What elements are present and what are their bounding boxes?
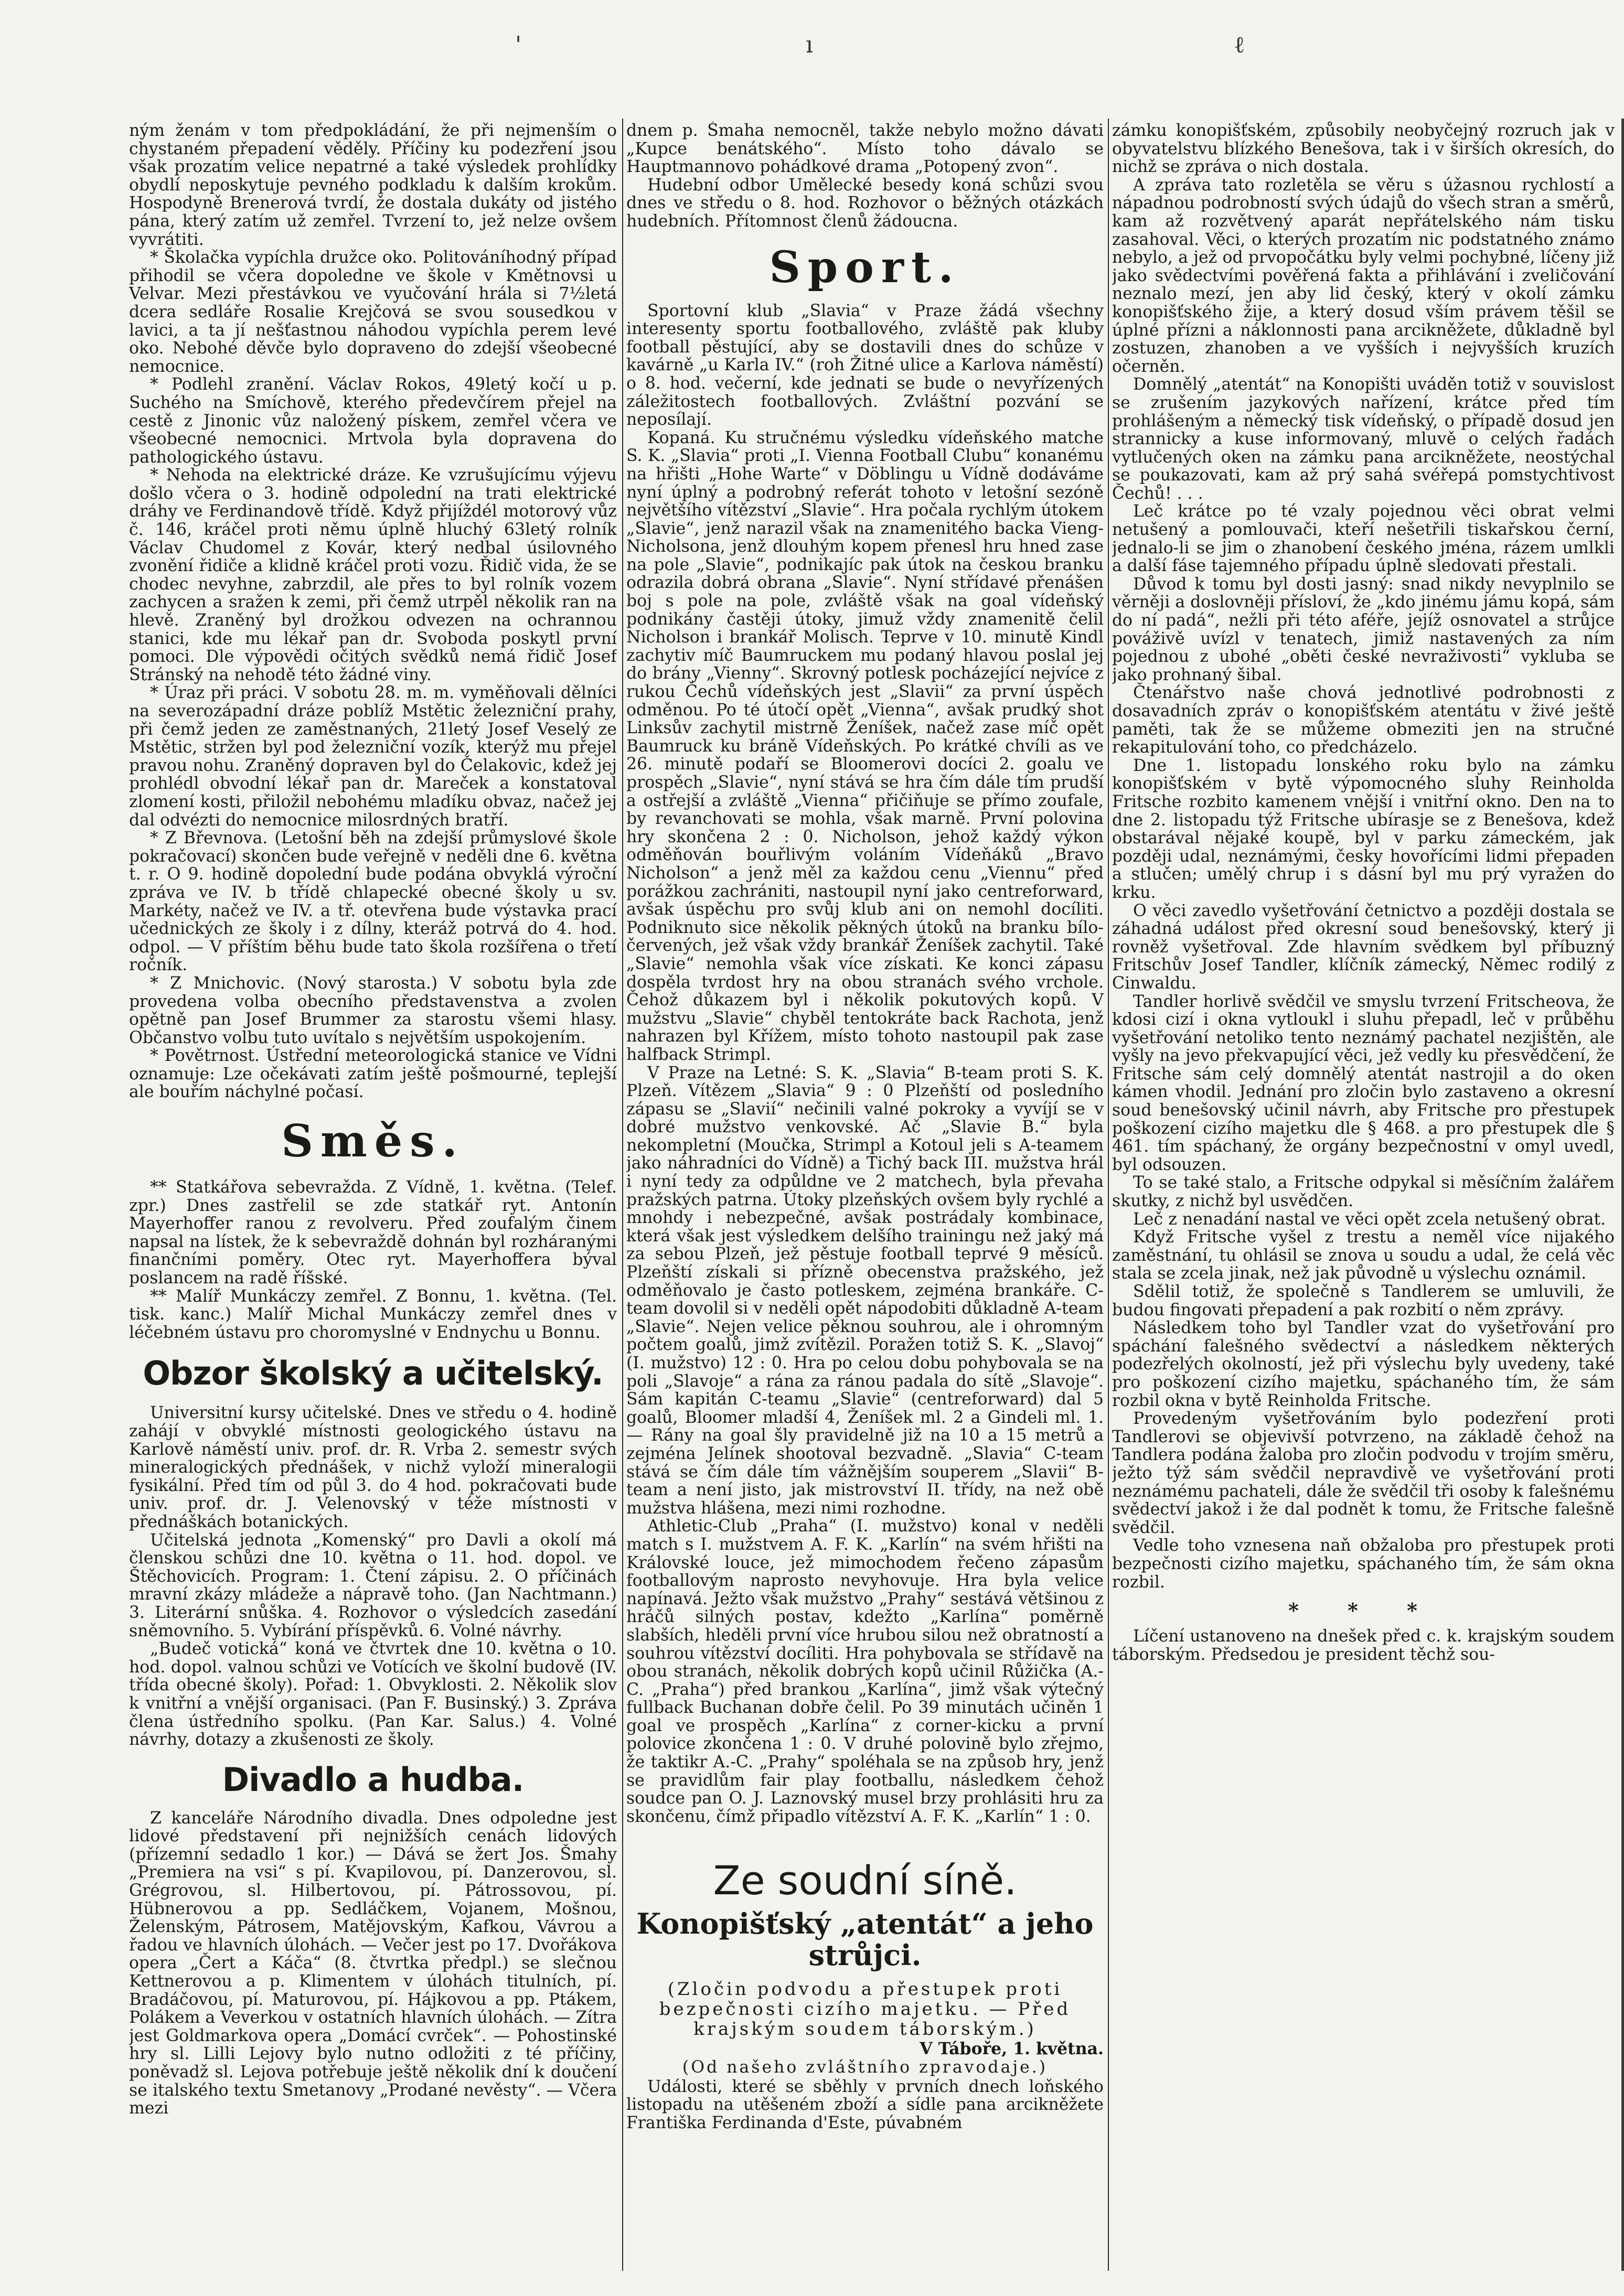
section-heading-smes: Směs. [281, 1115, 465, 1167]
court-article-kicker: (Zločin podvodu a přestupek proti bezpečnosti cizího majetku. — Před krajským soudem táborským.) [659, 1979, 1071, 2040]
article-paragraph: Když Fritsche vyšel z trestu a neměl více nijakého zaměstnání, tu ohlásil se znova u soudu a udal, že celá věc stala se zcela jinak, než jak původně u výslechu oznámil. [1112, 1228, 1615, 1283]
top-margin-marks [0, 31, 1624, 63]
column-rule [622, 119, 623, 2271]
dateline: V Táboře, 1. května. [920, 2039, 1104, 2059]
margin-mark: ı [806, 31, 814, 58]
article-paragraph: Provedeným vyšetřováním bylo podezření proti Tandlerovi se objevivší potvrzeno, na základě čehož na Tandlera podána žaloba pro zločin podvodu v trojím směru, ježto týž sám svědčil nepravdivě ve vyšetřování proti neznámému pachateli, dále že svědčil tři osoby k falešnému svědectví jakož i že dal podnět k tomu, že Fritsche falešně svědčil. [1112, 1409, 1615, 1537]
page-edge [1621, 119, 1624, 2271]
article-paragraph: dnem p. Šmaha nemocněl, takže nebylo možno dávati „Kupce benátského“. Místo toho dávalo se Hauptmannovo pohádkové drama „Potopený zvon“. [626, 122, 1104, 177]
article-paragraph: A zpráva tato rozletěla se věru s úžasnou rychlostí a nápadnou podrobností svých údajů do všech stran a směrů, kam až rozvětvený aparát nepřátelského nám tisku zasahoval. Věci, o kterých prozatím nic podstatného známo nebylo, a jež od prvopočátku byly velmi pochybné, líčeny již jako svědectvími pověřená fakta a přihlávání i zveličování neznalo mezí, jen aby lid český, který v okolí zámku konopišťského žije, a který dosud vším právem těšil se úplné přízni a náklonnosti pana arcikněžete, důkladně byl zostuzen, zhanoben a ve vyšších i nejvyšších kruzích očerněn. [1112, 175, 1615, 376]
article-paragraph: * Úraz při práci. V sobotu 28. m. m. vyměňovali dělníci na severozápadní dráze poblíž Mstětic železniční prahy, při čemž jeden ze zaměstnaných, 21letý Josef Veselý ze Mstětic, stržen byl pod železniční vozík, kterýž mu přejel pravou nohu. Zraněný dopraven byl do Čelakovic, kdež jej prohlédl obvodní lékař pan dr. Mareček a konstatoval zlomení kosti, přiložil nebohému mladíku obvaz, načež jej dal odvézti do nemocnice milosrdných bratří. [129, 683, 617, 830]
article-paragraph: Sdělil totiž, že společně s Tandlerem se umluvili, že budou fingovati přepadení a pak rozbití o něm zprávy. [1112, 1282, 1615, 1319]
column-rule [1108, 119, 1109, 2271]
article-paragraph: ** Malíř Munkáczy zemřel. Z Bonnu, 1. května. (Tel. tisk. kanc.) Malíř Michal Munkáczy zemřel dnes v léčebném ústavu pro choromyslné v Endnychu u Bonnu. [129, 1286, 617, 1342]
article-paragraph: ným ženám v tom předpokládání, že při nejmenším o chystaném přepadení věděly. Příčiny ku podezření jsou však prozatím velice nepatrné a také výsledek prohlídky obydlí neposkytuje pevného podkladu k dalším krokům. Hospodyně Brenerová tvrdí, že dostala dukáty od jistého pána, který zatím už zemřel. Tvrzení to, jež nelze ovšem vyvrátiti. [129, 122, 617, 249]
section-heading-theatre: Divadlo a hudba. [222, 1760, 524, 1799]
margin-mark: ' [515, 31, 522, 58]
article-paragraph: Události, které se sběhly v prvních dnech loňského listopadu na utěšeném zboží a sídle pana arcikněžete Františka Ferdinanda d'Este, púvabném [626, 2077, 1104, 2132]
article-paragraph: ** Statkářova sebevražda. Z Vídně, 1. května. (Telef. zpr.) Dnes zastřelil se zde statkář ryt. Antonín Mayerhoffer ranou z revolveru. Před zoufalým činem napsal na lístek, že k sebevraždě dohnán byl rozháranými finančními poměry. Otec ryt. Mayerhoffera býval poslancem na radě říšské. [129, 1178, 617, 1288]
article-paragraph: Z kanceláře Národního divadla. Dnes odpoledne jest lidové představení při nejnižších cenách lidových (přízemní sedadlo 1 kor.) — Dává se žert Jos. Šmahy „Premiera na vsi“ s pí. Kvapilovou, pí. Danzerovou, sl. Grégrovou, sl. Hilbertovou, pí. Pátrossovou, pí. Hübnerovou a pp. Sedláčkem, Vojanem, Mošnou, Želenským, Pátrosem, Matějovským, Kafkou, Vávrou a řadou ve hlavních úlohách. — Večer jest po 17. Dvořákova opera „Čert a Káča“ (8. čtvrtka předpl.) se slečnou Kettnerovou a p. Klimentem v úlohách titulních, pí. Bradáčovou, pí. Maturovou, pí. Hájkovou a pp. Ptákem, Polákem a Veverkou v ostatních hlavních úlohách. — Zítra jest Goldmarkova opera „Domácí cvrček“. — Pohostinské hry sl. Lilli Lejovy bylo nutno odložiti z té příčiny, poněvadž sl. Lejova potřebuje ještě několik dní k doučení se italského textu Smetanovy „Prodané nevěsty“. — Včera mezi [129, 1808, 617, 2118]
article-paragraph: Hudební odbor Umělecké besedy koná schůzi svou dnes ve středu o 8. hod. Rozhovor o běžných otázkách hudebních. Přítomnost členů žádoucna. [626, 175, 1104, 231]
article-paragraph: Učitelská jednota „Komenský“ pro Davli a okolí má členskou schůzi dne 10. května o 11. hod. dopol. ve Štěchovicích. Program: 1. Čtení zápisu. 2. O příčinách mravní zkázy mládeže a nápravě toho. (Jan Nachtmann.) 3. Literární snůška. 4. Rozhovor o výsledcích zasedání sněmovního. 5. Vybírání příspěvků. 6. Volné návrhy. [129, 1530, 617, 1640]
section-divider-stars: * * * [1288, 1598, 1439, 1623]
section-heading-school: Obzor školský a učitelský. [143, 1354, 603, 1393]
section-heading-court: Ze soudní síně. [713, 1857, 1017, 1904]
article-paragraph: „Budeč votická“ koná ve čtvrtek dne 10. května o 10. hod. dopol. valnou schůzi ve Votících ve školní budově (IV. třída obecné školy). Pořad: 1. Obvyklosti. 2. Několik slov k vnitřní a vnější organisaci. (Pan F. Businský.) 3. Zpráva člena ústředního spolku. (Pan Kar. Salus.) 4. Volné návrhy, dotazy a zkušenosti ze školy. [129, 1639, 617, 1750]
article-paragraph: Důvod k tomu byl dosti jasný: snad nikdy nevyplnilo se věrněji a doslovněji přísloví, že „kdo jinému jámu kopá, sám do ní padá“, nežli při této aféře, jejíž osnovatel a strůjce pováživě uvízl v tenatech, jimiž nastavených za ním pojednou z ubohé „oběti české nevraživosti“ vykluba se jako prohnaný šibal. [1112, 574, 1615, 684]
article-paragraph: Tandler horlivě svědčil ve smyslu tvrzení Fritscheova, že kdosi cizí i okna vytloukl i sluhu přepadl, leč v průběhu vyšetřování netoliko tento neznámý pachatel nezjištěn, ale vyšly na jevo překvapující věci, jež vedly ku přesvědčení, že Fritsche sám celý domnělý atentát nastrojil a do oken kámen vhodil. Jednání pro zločin bylo zastaveno a okresní soud benešovský učinil návrh, aby Fritsche pro přestupek poškození cizího majetku dle § 468. a pro přestupek dle § 461. tím spáchaný, že orgány bezpečnostní v omyl uvedl, byl odsouzen. [1112, 992, 1615, 1174]
article-paragraph: * Nehoda na elektrické dráze. Ke vzrušujícímu výjevu došlo včera o 3. hodině odpolední na trati elektrické dráhy ve Ferdinandově třídě. Když přijíždél motorový vůz č. 146, kráčel proti němu úplně hluchý 63letý rolník Václav Chudomel z Kovár, který nedbal úsilovného zvonění řidiče a klidně kráčel proti vozu. Řidič vida, že se chodec nevyhne, zabrzdil, ale přes to byl rolník vozem zachycen a sražen k zemi, při čemž utrpěl několik ran na hlevě. Zraněný byl drožkou odvezen na ochrannou stanici, kde mu lékař pan dr. Svoboda poskytl první pomoci. Dle výpovědi očitých svědků nemá řidič Josef Stránský na nehodě této žádné viny. [129, 466, 617, 684]
article-paragraph: Leč krátce po té vzaly pojednou věci obrat velmi netušený a pomlouvači, kteří nešetřili tiskařskou černí, jednalo-li se jim o zhanobení českého jména, rázem umlkli a další fáse tajemného případu úplně sledovati přestali. [1112, 502, 1615, 576]
article-paragraph: Universitní kursy učitelské. Dnes ve středu o 4. hodině zahájí v obvyklé místnosti geologického ústavu na Karlově náměstí univ. prof. dr. R. Vrba 2. semestr svých mineralogických přednášek, v nichž vyloží mineralogii fysikální. Před tím od půl 3. do 4 hod. pokračovati bude univ. prof. dr. J. Velenovský v téže místnosti v přednáškách botanických. [129, 1403, 617, 1531]
column-1 [129, 122, 617, 2271]
article-paragraph: * Z Břevnova. (Letošní běh na zdejší průmyslové škole pokračovací) skončen bude veřejně v neděli dne 6. května t. r. O 9. hodině dopolední bude podána obvyklá výroční zpráva ve IV. b třídě chlapecké obecné školy u sv. Markéty, načež ve IV. a tř. otevřena bude výstavka prací učednických ze školy i z dílny, kteráž potrvá do 4. hod. odpol. — V příštím běhu bude tato škola rozšířena o třetí ročník. [129, 829, 617, 975]
margin-mark: ℓ [1234, 31, 1245, 58]
article-paragraph: O věci zavedlo vyšetřování četnictvo a později dostala se záhadná událost před okresní soud benešovský, který ji rovněž vyšetřoval. Zde hlavním svědkem byl příbuzný Fritschův Josef Tandler, klíčník zámecký, Němec rodilý z Cinwaldu. [1112, 901, 1615, 993]
article-paragraph: * Podlehl zranění. Václav Rokos, 49letý kočí u p. Suchého na Smíchově, kterého předevčírem přejel na cestě z Jinonic vůz naložený pískem, zemřel včera ve všeobecné nemocnici. Mrtvola byla dopravena do pathologického ústavu. [129, 375, 617, 467]
article-paragraph: * Školačka vypíchla družce oko. Politováníhodný případ přihodil se včera dopoledne ve škole v Kmětnovsi u Velvar. Mezi přestávkou ve vyučování hrála si 7½letá dcera sedláře Rosalie Krejčová se svou sousedkou v lavici, a ta jí nešťastnou náhodou vypíchla perem levé oko. Nebohé děvče bylo dopraveno do zdejší všeobecné nemocnice. [129, 248, 617, 376]
article-paragraph: To se také stalo, a Fritsche odpykal si měsíčním žalářem skutky, z nichž byl usvědčen. [1112, 1173, 1615, 1211]
article-paragraph: * Z Mnichovic. (Nový starosta.) V sobotu byla zde provedena volba obecního představenstva a zvolen opětně pan Josef Brummer za starostu všemi hlasy. Občanstvo volbu tuto uvítalo s největším uspokojením. [129, 973, 617, 1047]
article-paragraph: Leč z nenadání nastal ve věci opět zcela netušený obrat. [1133, 1209, 1606, 1229]
article-paragraph: Líčení ustanoveno na dnešek před c. k. krajským soudem táborským. Předsedou je president těchž sou- [1112, 1627, 1615, 1664]
column-3 [1112, 122, 1615, 2271]
section-heading-sport: Sport. [769, 242, 961, 293]
court-article-title: Konopišťský „atentát“ a jeho strůjci. [636, 1907, 1094, 1972]
article-paragraph: Sportovní klub „Slavia“ v Praze žádá všechny interesenty sportu footballového, zvláště pak kluby football pěstující, aby se dostavili dnes do schůze v kavárně „u Karla IV.“ (roh Žitné ulice a Karlova náměstí) o 8. hod. večerní, kde jednati se bude o nevyřízených záležitostech footballových. Zvláštní pozvání se neposílají. [626, 301, 1104, 430]
article-paragraph: Domnělý „atentát“ na Konopišti uváděn totiž v souvislost se zrušením jazykových nařízení, krátce před tím prohlášeným a německý tisk vídeňský, o případě dosud jen strannicky a kuse informovaný, mluvě o celých řadách vytlučených oken na zámku pana arcikněžete, neostýchal se poukazovati, kam až prý sahá svéřepá pomstychtivost Čechů! . . . [1112, 375, 1615, 503]
article-paragraph: Kopaná. Ku stručnému výsledku vídeňského matche S. K. „Slavia“ proti „I. Vienna Football Clubu“ konanému na hřišti „Hohe Warte“ v Döblingu u Vídně dodáváme nyní úplný a podrobný referát tohoto v letošní sezóně největšího vítězství „Slavie“. Hra počala rychlým útokem „Slavie“, jenž narazil však na znamenitého backa Vieng-Nicholsona, jenž dlouhým kopem přenesl hru hned zase na pole „Slavie“, podnikajíc pak útok na českou branku odrazila dobrá obrana „Slavie“. Nyní střídavé přenášen boj s pole na pole, zvláště však na goal vídeňský podnikány častěji útoky, jimuž vždy znamenitě čelil Nicholson i brankář Molisch. Teprve v 10. minutě Kindl zachytiv míč Baumruckem mu podaný hlavou poslal jej do brány „Vienny“. Skrovný potlesk pocházející nejvíce z rukou Čechů vídeňských jest „Slavii“ za první úspěch odměnou. Po té útočí opět „Vienna“, avšak prudký shot Linksův zachytil mistrně Ženíšek, načež zase míč opět Baumruck ku bráně Vídeňských. Po krátké chvíli as ve 26. minutě podaří se Bloomerovi docíci 2. goalu ve prospěch „Slavie“, nyní stává se hra čím dále tím prudší a ostřejší a zvláště „Vienna“ přičiňuje se přímo zoufale, by revanchovati se mohla, však marně. První polovina hry skončena 2 : 0. Nicholson, jehož každý výkon odměňován bouřlivým voláním Vídeňáků „Bravo Nicholson“ a jenž měl za každou cenu „Viennu“ před porážkou zachrániti, nastoupil nyní jako centreforward, avšak úspěchu pro svůj klub ani on nemohl docíliti. Podniknuto sice několik pěkných útoků na branku bílo-červených, jež však vždy brankář Ženíšek zachytil. Také „Slavie“ nemohla však více získati. Ke konci zápasu dospěla tvrdost hry na obou stranách svého vrchole. Čehož důkazem byl i několik pokutových kopů. V mužstvu „Slavie“ chyběl tentokráte back Rachota, jenž nahrazen byl Křížem, místo tohoto nastoupil pak zase halfback Strimpl. [626, 428, 1104, 1064]
article-paragraph: Dne 1. listopadu lonského roku bylo na zámku konopišťském v bytě výpomocného sluhy Reinholda Fritsche rozbito kamenem vnější i vnitřní okno. Den na to dne 2. listopadu týž Fritsche ubírasje se z Benešova, kdež obstarával nějaké koupě, byl v parku zámeckém, jak později udal, neznámými, česky hovořícími lidmi přepaden a stlučen; umělý chrup i s dásní byl mu prý vyražen do krku. [1112, 756, 1615, 902]
article-paragraph: Athletic-Club „Praha“ (I. mužstvo) konal v neděli match s I. mužstvem A. F. K. „Karlín“ na svém hřišti na Královské louce, jež mimochodem řečeno zápasům footballovým naprosto nevyhovuje. Hra byla velice napínavá. Ježto však mužstvo „Prahy“ sestává většinou z hráčů silných postav, kdežto „Karlína“ poměrně slabších, hleděli první více hrubou silou než obratností a souhrou vítězství docíliti. Hra pohybovala se střídavě na obou stranách, několik dobrých kopů učinil Růžička (A.-C. „Praha“) před brankou „Karlína“, jimž však výtečný fullback Buchanan dobře čelil. Po 39 minutách učiněn 1 goal ve prospěch „Karlína“ z corner-kicku a první polovice zkončena 1 : 0. V druhé polovině bylo zřejmo, že taktikr A.-C. „Prahy“ spoléhala se na způsob hry, jenž se pravidlům fair play footballu, následkem čehož soudce pan O. J. Laznovský musel brzy prohlásiti hru za skončenu, čímž připadlo vítězství A. F. K. „Karlín“ 1 : 0. [626, 1517, 1104, 1826]
article-paragraph: * Povětrnost. Ústřední meteorologická stanice ve Vídni oznamuje: Lze očekávati zatím ještě pošmourné, teplejší ale bouřím náchylné počasí. [129, 1046, 617, 1102]
article-paragraph: V Praze na Letné: S. K. „Slavia“ B-team proti S. K. Plzeň. Vítězem „Slavia“ 9 : 0 Plzeňští od posledního zápasu se „Slavií“ nečinili valné pokroky a vyvíjí se v dobré mužstvo venkovské. Ač „Slavie B.“ byla nekompletní (Moučka, Strimpl a Kotoul jeli s A-teamem jako náhradníci do Vídně) a Tichý back III. mužstva hrál i nyní tedy za odpůldne ve 2 matchech, byla převaha pražských patrna. Útoky plzeňských ovšem byly rychlé a mnohdy i nebezpečné, avšak postrádaly kombinace, která však jest výsledkem delšího trainingu než jaký má za sebou Plzeň, jež pěstuje football teprvé 9 měsíců. Plzeňští získali si přízně obecenstva pražského, jež odměňovalo je často potleskem, zejména brankáře. C-team dovolil si v neděli opět nápodobiti důkladně A-team „Slavie“. Nejen velice pěknou souhrou, ale i ohromným počtem goalů, jimž zvítězil. Poražen totiž S. K. „Slavoj“ (I. mužstvo) 12 : 0. Hra po celou dobu pohybovala se na poli „Slavoje“ a rána za ránou padala do sítě „Slavoje“. Sám kapitán C-teamu „Slavie“ (centreforward) dal 5 goalů, Bloomer mladší 4, Ženíšek ml. 2 a Gindeli ml. 1. — Rány na goal šly pravidelně již na 10 a 15 metrů a zejména Jelínek shootoval bezvadně. „Slavia“ C-team stává se čím dále tím vážnějším souperem „Slavii“ B-team a není jisto, jak mistrovství II. třídy, na než obě mužstva hlášena, mezi nimi rozhodne. [626, 1063, 1104, 1518]
article-paragraph: Čtenářstvo naše chová jednotlivé podrobnosti z dosavadních zpráv o konopišťském atentátu v živé ještě paměti, tak že se můžeme obmeziti jen na stručné rekapitulování toho, co předcházelo. [1112, 683, 1615, 757]
correspondent-note: (Od našeho zvláštního zpravodaje.) [682, 2058, 1048, 2077]
article-paragraph: zámku konopišťském, způsobily neobyčejný rozruch jak v obyvatelstvu blízkého Benešova, tak i v širších okresích, do nichž se zpráva o nich dostala. [1112, 122, 1615, 177]
article-paragraph: Následkem toho byl Tandler vzat do vyšetřování pro spáchání falešného svědectví a následkem některých podezřelých okolností, jež při výslechu byly uvedeny, také pro poškození cizího majetku, spáchaného tím, že sám rozbil okna v bytě Reinholda Fritsche. [1112, 1318, 1615, 1410]
article-paragraph: Vedle toho vznesena naň obžaloba pro přestupek proti bezpečnosti cizího majetku, spáchaného tím, že sám okna rozbil. [1112, 1536, 1615, 1592]
column-2 [626, 122, 1104, 2271]
